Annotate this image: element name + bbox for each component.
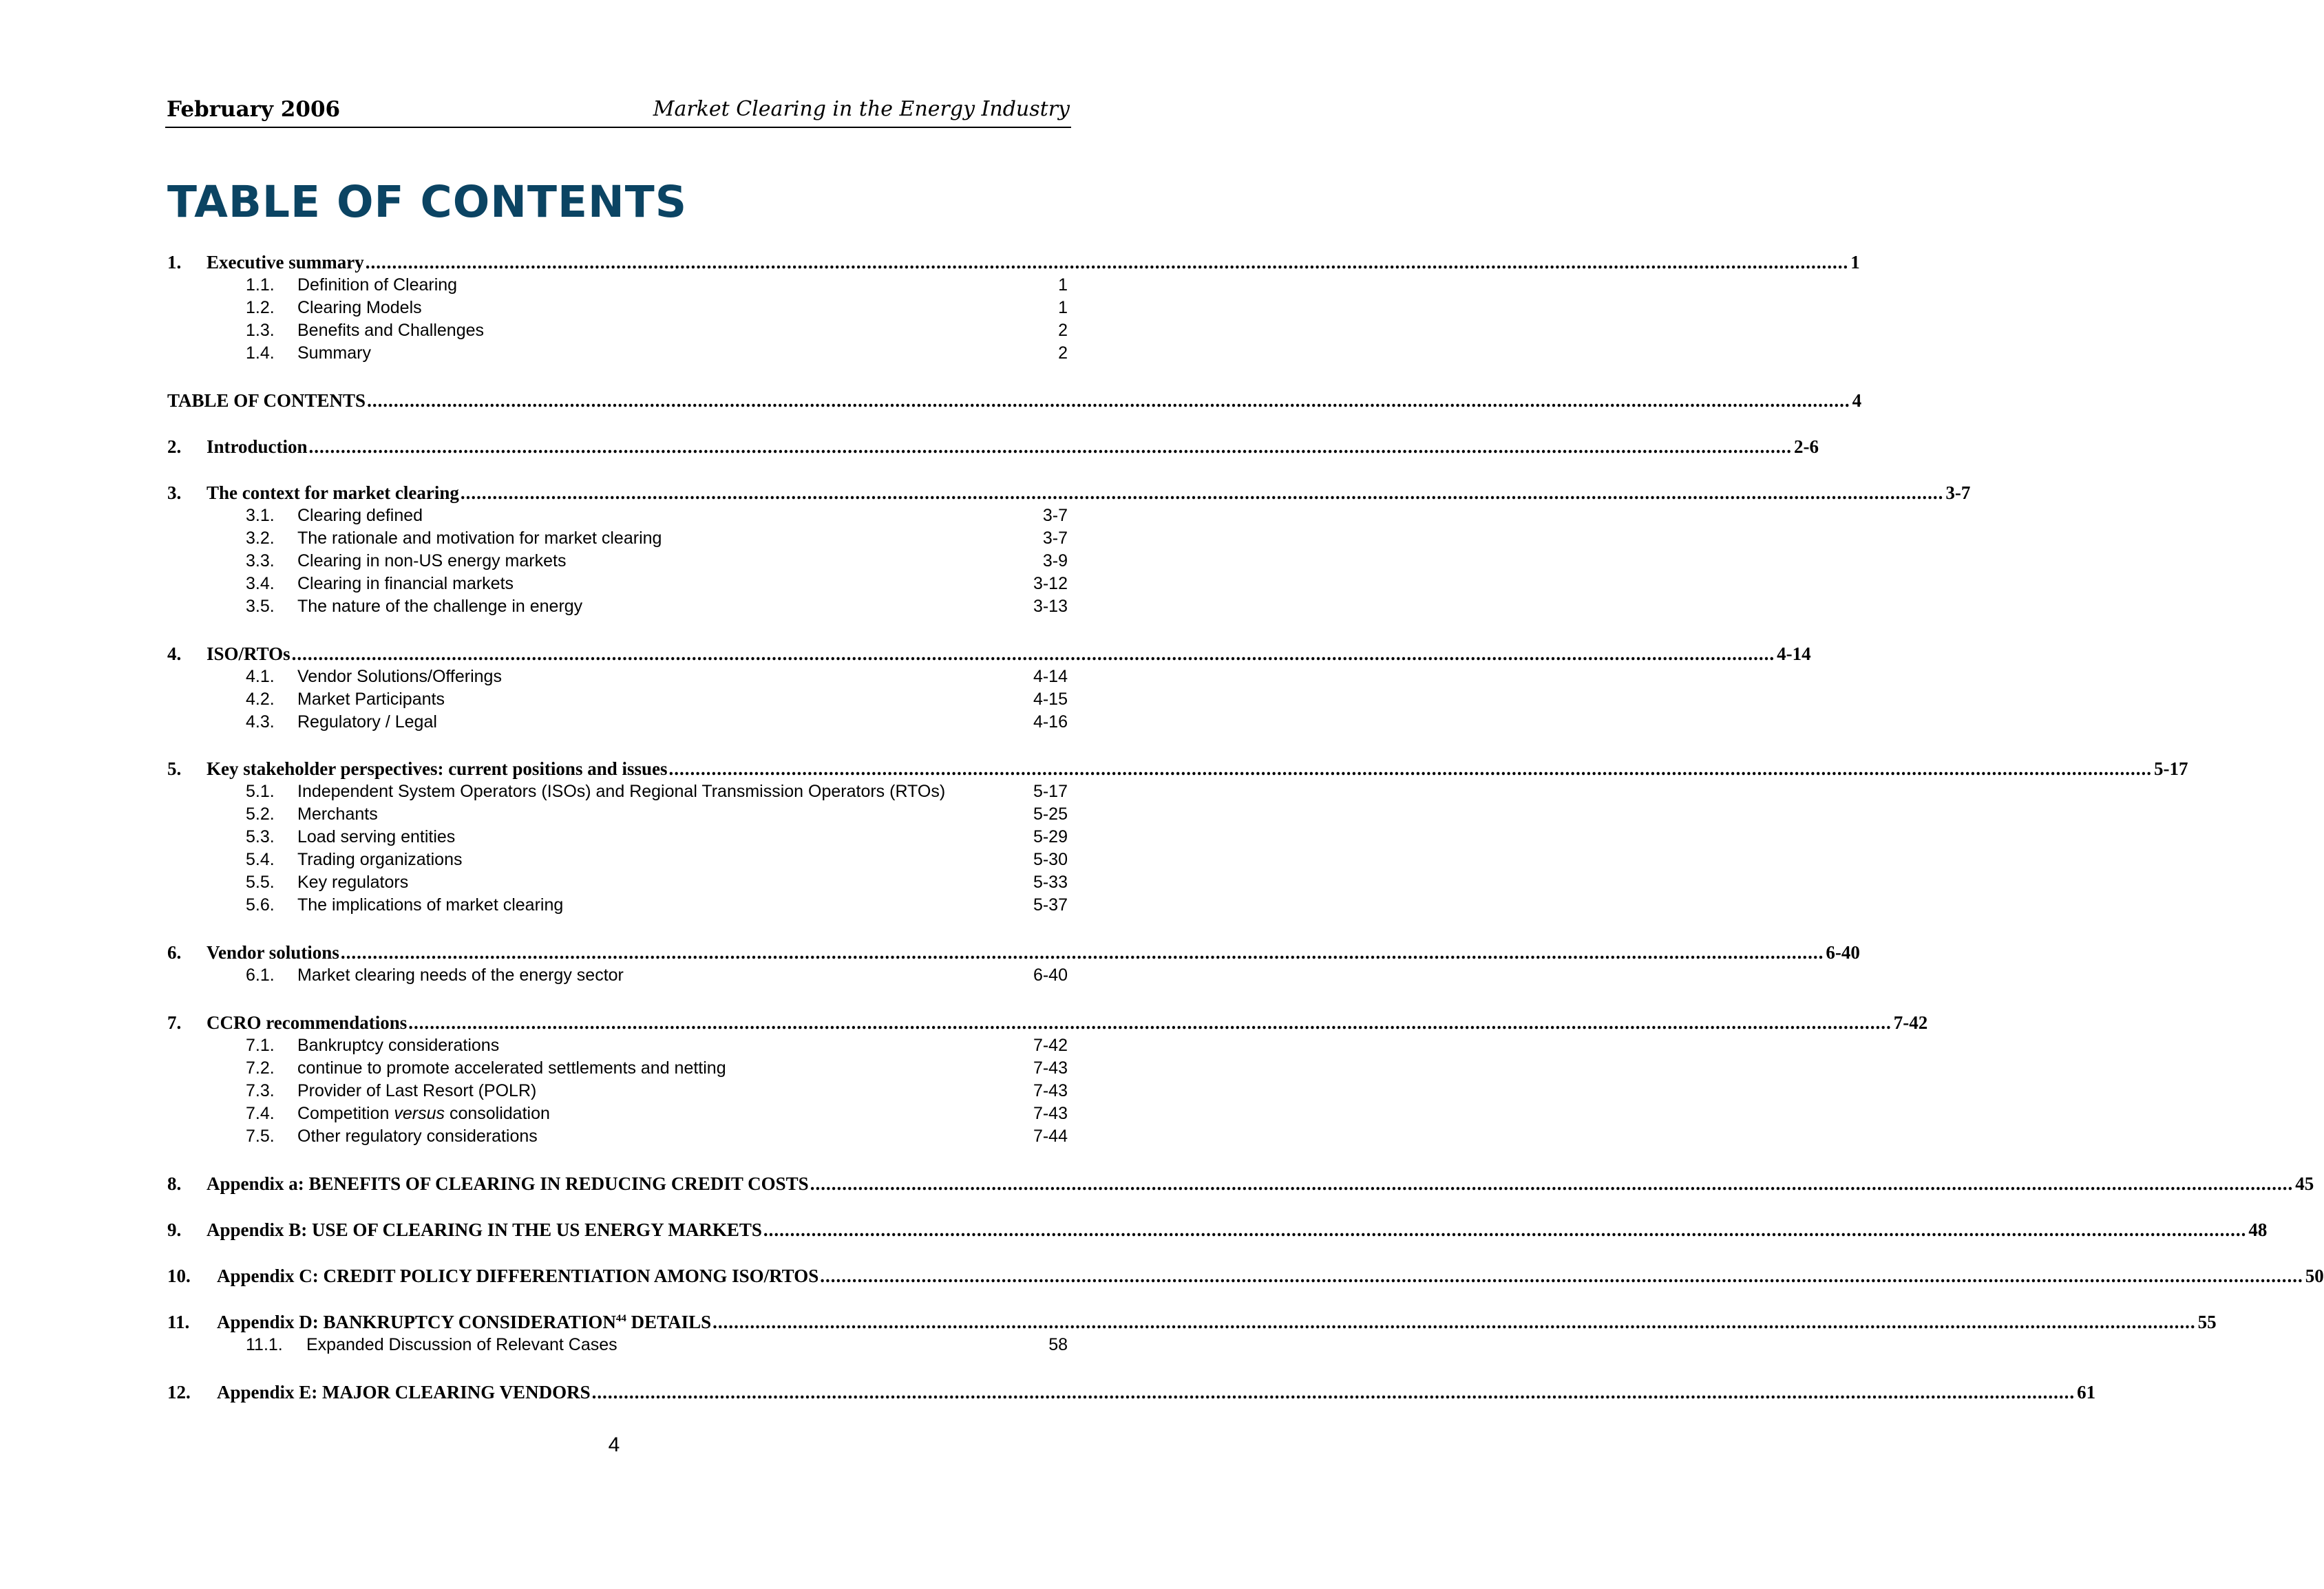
dot-leader: ...................................................................................................................................................................................................................................................................................... [408,1012,1892,1033]
toc-subentry-number: 5.4. [246,850,275,869]
dot-leader: ...................................................................................................................................................................................................................................................................................... [810,1173,2294,1194]
toc-subentry-number: 5.6. [246,895,275,915]
toc-entry-label: Vendor solutions [207,942,339,963]
toc-entry-page: 1 [1850,252,1860,273]
toc-subentry-number: 3.1. [246,506,275,525]
toc-entry-label: Appendix a: BENEFITS OF CLEARING IN REDUCING CREDIT COSTS [207,1173,809,1194]
toc-subentry-number: 1.2. [246,298,275,317]
label-part: Competition [297,1104,394,1123]
toc-subentry-7-5[interactable] [167,1125,1068,1148]
toc-entry-number: 1. [167,252,182,273]
toc-entry-number: 12. [167,1382,191,1403]
toc-subentry-number: 5.1. [246,782,275,801]
toc-subentry-label: Provider of Last Resort (POLR) [297,1081,537,1100]
running-header [165,95,1071,128]
dot-leader: ...................................................................................................................................................................................................................................................................................... [367,390,1850,411]
page-number: 4 [608,1433,620,1456]
toc-subentry-number: 11.1. [246,1335,283,1354]
toc-subentry-page: 5-25 [1033,804,1068,824]
toc-subentry-number: 5.3. [246,827,275,846]
toc-subentry-1-1[interactable] [167,274,1068,297]
toc-entry-page: 48 [2248,1219,2268,1240]
toc-subentry-label: Vendor Solutions/Offerings [297,667,502,686]
label-part: Appendix D: BANKRUPTCY CONSIDERATION [217,1312,616,1332]
toc-subentry-number: 6.1. [246,966,275,985]
toc-entry-11[interactable] [167,1310,2217,1334]
toc-entry-page: 61 [2077,1382,2096,1403]
toc-entry-9[interactable] [167,1217,2268,1242]
toc-subentry-5-4[interactable] [167,849,1068,871]
toc-subentry-label: Clearing defined [297,506,423,525]
toc-subentry-number: 5.5. [246,873,275,892]
toc-subentry-page: 3-9 [1042,551,1068,570]
toc-subentry-number: 1.3. [246,321,275,340]
label-part: DETAILS [626,1312,712,1332]
toc-subentry-page: 7-44 [1033,1127,1068,1146]
toc-subentry-number: 1.1. [246,275,275,295]
dot-leader: ...................................................................................................................................................................................................................................................................................... [763,1219,2247,1240]
toc-subentry-label [297,1102,550,1125]
toc-subentry-5-3[interactable] [167,826,1068,849]
toc-subentry-11-1[interactable] [167,1334,1068,1356]
toc-subentry-page: 5-30 [1033,850,1068,869]
toc-subentry-5-6[interactable] [167,894,1068,917]
toc-subentry-3-4[interactable] [167,573,1068,595]
toc-subentry-7-1[interactable] [167,1034,1068,1057]
toc-entry-10[interactable] [167,1263,2324,1288]
toc-entry-number: 5. [167,758,182,779]
toc-subentry-3-3[interactable] [167,550,1068,573]
toc-subentry-number: 3.5. [246,597,275,616]
toc-subentry-4-1[interactable] [167,665,1068,688]
toc-subentry-number: 4.1. [246,667,275,686]
toc-subentry-label: Bankruptcy considerations [297,1036,500,1055]
toc-subentry-label: Clearing Models [297,298,422,317]
toc-entry-label: CCRO recommendations [207,1012,408,1033]
toc-entry-page: 2-6 [1794,436,1819,457]
dot-leader: ...................................................................................................................................................................................................................................................................................... [365,252,1849,273]
header-date: February 2006 [167,97,341,122]
toc-subentry-label: Merchants [297,804,378,824]
toc-subentry-number: 3.3. [246,551,275,570]
toc-entry-label: Appendix C: CREDIT POLICY DIFFERENTIATION AMONG ISO/RTOS [217,1266,819,1286]
toc-subentry-page: 4-14 [1033,667,1068,686]
toc-subentry-label: The nature of the challenge in energy [297,597,583,616]
toc-entry-label: The context for market clearing [207,482,459,503]
toc-entry-page: 55 [2197,1312,2217,1332]
toc-subentry-4-2[interactable] [167,688,1068,711]
toc-subentry-number: 4.3. [246,712,275,732]
toc-subentry-7-2[interactable] [167,1057,1068,1080]
toc-entry-label: Key stakeholder perspectives: current positions and issues [207,758,668,779]
dot-leader: ...................................................................................................................................................................................................................................................................................... [460,482,1944,503]
toc-subentry-number: 3.4. [246,574,275,593]
label-part: consolidation [445,1104,550,1123]
toc-entry-label [217,1310,711,1334]
toc-entry-page: 7-42 [1893,1012,1928,1033]
toc-entry-number: 6. [167,942,182,963]
toc-subentry-3-2[interactable] [167,527,1068,550]
toc-entry-3[interactable] [167,480,1971,505]
toc-subentry-label: Clearing in financial markets [297,574,514,593]
toc-entry-number: 7. [167,1012,182,1033]
toc-entry-number: 3. [167,482,182,503]
toc-subentry-1-2[interactable] [167,297,1068,319]
dot-leader: ...................................................................................................................................................................................................................................................................................... [308,436,1793,457]
toc-subentry-page: 1 [1058,275,1068,295]
toc-subentry-number: 5.2. [246,804,275,824]
toc-subentry-page: 5-33 [1033,873,1068,892]
page-title: TABLE OF CONTENTS [167,177,688,227]
toc-entry-page: 45 [2295,1173,2314,1194]
toc-subentry-number: 7.1. [246,1036,275,1055]
toc-entry-number: 4. [167,643,182,664]
toc-entry-page: 5-17 [2154,758,2188,779]
toc-entry-2[interactable] [167,434,1819,459]
toc-subentry-label: continue to promote accelerated settlements and netting [297,1058,726,1078]
toc-entry-label: Appendix E: MAJOR CLEARING VENDORS [217,1382,591,1403]
toc-subentry-label: Market clearing needs of the energy sector [297,966,624,985]
toc-subentry-4-3[interactable] [167,711,1068,734]
toc-entry-4[interactable] [167,641,1811,666]
toc-subentry-number: 7.4. [246,1104,275,1123]
toc-subentry-3-1[interactable] [167,504,1068,527]
toc-subentry-5-1[interactable] [167,780,1068,803]
toc-subentry-label: Expanded Discussion of Relevant Cases [306,1335,617,1354]
toc-subentry-page: 5-17 [1033,782,1068,801]
toc-subentry-label: Benefits and Challenges [297,321,485,340]
toc-subentry-number: 1.4. [246,343,275,363]
toc-subentry-5-5[interactable] [167,871,1068,894]
dot-leader: ...................................................................................................................................................................................................................................................................................... [668,758,2153,779]
toc-entry-12[interactable] [167,1380,2096,1405]
toc-subentry-number: 4.2. [246,690,275,709]
toc-subentry-7-3[interactable] [167,1080,1068,1102]
toc-subentry-label: Summary [297,343,371,363]
dot-leader: ...................................................................................................................................................................................................................................................................................... [712,1312,2196,1332]
toc-entry-label: TABLE OF CONTENTS [167,390,366,411]
toc-subentry-page: 6-40 [1033,966,1068,985]
footnote-marker: 44 [615,1313,626,1324]
toc-subentry-page: 3-7 [1042,506,1068,525]
toc-subentry-page: 2 [1058,321,1068,340]
toc-entry-number: 9. [167,1219,182,1240]
toc-subentry-label: The rationale and motivation for market clearing [297,529,662,548]
toc-subentry-page: 4-16 [1033,712,1068,732]
toc-entry-label: Executive summary [207,252,364,273]
toc-entry-number: 10. [167,1266,191,1286]
toc-subentry-page: 4-15 [1033,690,1068,709]
toc-subentry-page: 2 [1058,343,1068,363]
toc-subentry-label: Trading organizations [297,850,463,869]
toc-subentry-number: 7.2. [246,1058,275,1078]
dot-leader: ...................................................................................................................................................................................................................................................................................... [820,1266,2303,1286]
toc-entry-8[interactable] [167,1171,2314,1196]
toc-subentry-5-2[interactable] [167,803,1068,826]
dot-leader: ...................................................................................................................................................................................................................................................................................... [591,1382,2075,1403]
toc-subentry-label: Market Participants [297,690,445,709]
header-document-title: Market Clearing in the Energy Industry [653,97,1070,121]
toc-subentry-label: Clearing in non-US energy markets [297,551,567,570]
toc-subentry-page: 58 [1048,1335,1068,1354]
toc-subentry-1-4[interactable] [167,342,1068,365]
toc-entry-page: 50 [2305,1266,2324,1286]
toc-subentry-page: 1 [1058,298,1068,317]
toc-entry-page: 4 [1852,390,1862,411]
dot-leader: ...................................................................................................................................................................................................................................................................................... [340,942,1824,963]
toc-subentry-label: Key regulators [297,873,409,892]
toc-entry-table-of-contents[interactable] [167,388,1862,413]
toc-entry-7[interactable] [167,1010,1928,1035]
toc-subentry-page: 7-43 [1033,1081,1068,1100]
toc-subentry-1-3[interactable] [167,319,1068,342]
toc-entry-label: ISO/RTOs [207,643,290,664]
toc-subentry-page: 5-29 [1033,827,1068,846]
toc-subentry-6-1[interactable] [167,964,1068,987]
label-italic-part: versus [394,1104,445,1123]
toc-subentry-label: The implications of market clearing [297,895,564,915]
toc-entry-number: 8. [167,1173,182,1194]
toc-entry-number: 2. [167,436,182,457]
toc-entry-number: 11. [167,1312,190,1332]
toc-entry-page: 4-14 [1777,643,1811,664]
toc-subentry-page: 7-42 [1033,1036,1068,1055]
toc-entry-label: Appendix B: USE OF CLEARING IN THE US ENERGY MARKETS [207,1219,762,1240]
toc-subentry-label: Load serving entities [297,827,456,846]
toc-entry-page: 6-40 [1826,942,1860,963]
toc-entry-label: Introduction [207,436,308,457]
toc-subentry-label: Independent System Operators (ISOs) and Regional Transmission Operators (RTOs) [297,782,946,801]
toc-subentry-page: 3-12 [1033,574,1068,593]
dot-leader: ...................................................................................................................................................................................................................................................................................... [291,643,1775,664]
toc-subentry-number: 7.5. [246,1127,275,1146]
toc-entry-page: 3-7 [1945,482,1971,503]
toc-entry-6[interactable] [167,940,1860,965]
toc-subentry-page: 7-43 [1033,1058,1068,1078]
toc-entry-5[interactable] [167,756,2188,781]
toc-subentry-3-5[interactable] [167,595,1068,618]
toc-subentry-number: 7.3. [246,1081,275,1100]
toc-subentry-page: 7-43 [1033,1104,1068,1123]
toc-subentry-page: 3-7 [1042,529,1068,548]
toc-subentry-label: Regulatory / Legal [297,712,437,732]
toc-subentry-number: 3.2. [246,529,275,548]
toc-subentry-label: Definition of Clearing [297,275,458,295]
toc-subentry-7-4[interactable] [167,1102,1068,1125]
toc-entry-1[interactable] [167,250,1860,275]
toc-subentry-page: 3-13 [1033,597,1068,616]
toc-subentry-page: 5-37 [1033,895,1068,915]
toc-subentry-label: Other regulatory considerations [297,1127,538,1146]
